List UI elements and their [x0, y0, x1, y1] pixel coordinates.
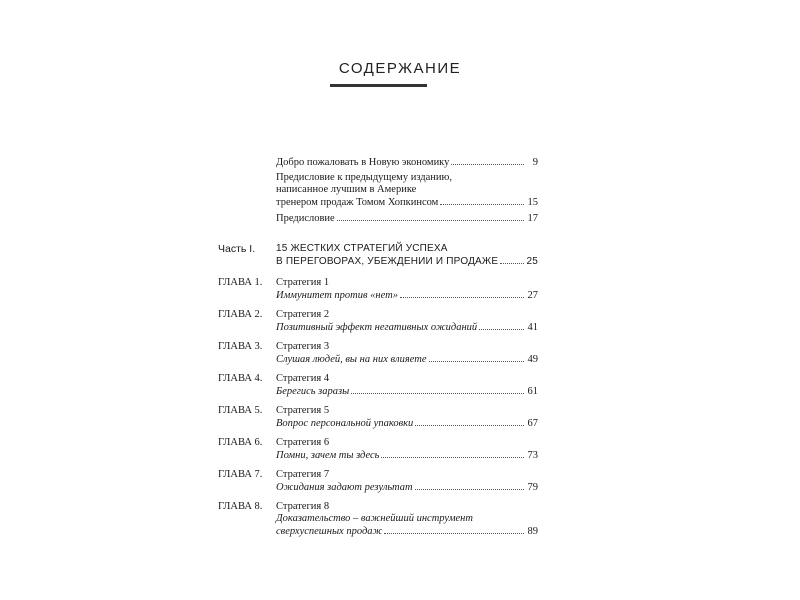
strategy-label: Стратегия 5: [276, 405, 330, 416]
page-number: 73: [527, 450, 538, 461]
leader-dots: [415, 417, 524, 426]
page-number: 41: [527, 322, 538, 333]
chapter-title: Вопрос персональной упаковки: [276, 418, 414, 429]
strategy-label: Стратегия 7: [276, 469, 330, 480]
page-number: 15: [527, 197, 538, 208]
leader-dots: [429, 353, 524, 362]
strategy-label: Стратегия 2: [276, 309, 330, 320]
toc-entry-chapter-2[interactable]: [276, 309, 538, 334]
toc-entry-chapter-5[interactable]: [276, 405, 538, 430]
toc-entry-foreword-hopkins[interactable]: [276, 172, 538, 209]
leader-dots: [451, 156, 524, 165]
chapter-title: сверхуспешных продаж: [276, 526, 383, 537]
page-number: 27: [527, 290, 538, 301]
chapter-title: Берегись заразы: [276, 386, 350, 397]
leader-dots: [384, 525, 524, 534]
toc-entry-chapter-7[interactable]: [276, 469, 538, 494]
chapter-label: ГЛАВА 1.: [218, 277, 263, 288]
part-title-line: 15 ЖЕСТКИХ СТРАТЕГИЙ УСПЕХА: [276, 243, 448, 254]
chapter-label: ГЛАВА 6.: [218, 437, 263, 448]
toc-entry-welcome[interactable]: [276, 156, 538, 169]
part-label: Часть I.: [218, 243, 256, 255]
chapter-title: Помни, зачем ты здесь: [276, 450, 380, 461]
page-number: 25: [526, 256, 538, 267]
chapter-label: ГЛАВА 4.: [218, 373, 263, 384]
toc-entry-chapter-4[interactable]: [276, 373, 538, 398]
chapter-label: ГЛАВА 3.: [218, 341, 263, 352]
leader-dots: [351, 385, 524, 394]
page-number: 17: [527, 213, 538, 224]
chapter-label: ГЛАВА 5.: [218, 405, 263, 416]
leader-dots: [440, 196, 524, 205]
chapter-title: Слушая людей, вы на них влияете: [276, 354, 427, 365]
strategy-label: Стратегия 1: [276, 277, 330, 288]
strategy-label: Стратегия 8: [276, 501, 330, 512]
page-title: СОДЕРЖАНИЕ: [338, 60, 462, 77]
leader-dots: [337, 212, 524, 221]
entry-title: тренером продаж Томом Хопкинсом: [276, 197, 439, 208]
page-number: 89: [527, 526, 538, 537]
strategy-label: Стратегия 6: [276, 437, 330, 448]
strategy-label: Стратегия 3: [276, 341, 330, 352]
chapter-title-line: Доказательство – важнейший инструмент: [276, 513, 473, 524]
toc-entry-chapter-8[interactable]: [276, 501, 538, 538]
toc-entry-part-1[interactable]: [276, 243, 538, 268]
leader-dots: [479, 321, 524, 330]
toc-entry-chapter-6[interactable]: [276, 437, 538, 462]
chapter-title: Позитивный эффект негативных ожиданий: [276, 322, 478, 333]
page-number: 49: [527, 354, 538, 365]
chapter-label: ГЛАВА 2.: [218, 309, 263, 320]
page-number: 67: [527, 418, 538, 429]
entry-title: Добро пожаловать в Новую экономику: [276, 157, 450, 168]
leader-dots: [415, 481, 524, 490]
chapter-label: ГЛАВА 7.: [218, 469, 263, 480]
leader-dots: [400, 289, 524, 298]
page-number: 61: [527, 386, 538, 397]
page-number: 79: [527, 482, 538, 493]
entry-title: Предисловие: [276, 213, 335, 224]
chapter-title: Ожидания задают результат: [276, 482, 413, 493]
part-title: В ПЕРЕГОВОРАХ, УБЕЖДЕНИИ И ПРОДАЖЕ: [276, 256, 499, 267]
toc-entry-chapter-1[interactable]: [276, 277, 538, 302]
page-number: 9: [532, 157, 538, 168]
chapter-label: ГЛАВА 8.: [218, 501, 263, 512]
strategy-label: Стратегия 4: [276, 373, 330, 384]
title-underline: [330, 84, 427, 87]
leader-dots: [500, 255, 524, 264]
entry-title-line: написанное лучшим в Америке: [276, 184, 417, 195]
leader-dots: [381, 449, 524, 458]
toc-entry-foreword[interactable]: [276, 212, 538, 225]
toc-entry-chapter-3[interactable]: [276, 341, 538, 366]
entry-title-line: Предисловие к предыдущему изданию,: [276, 172, 452, 183]
chapter-title: Иммунитет против «нет»: [276, 290, 398, 301]
